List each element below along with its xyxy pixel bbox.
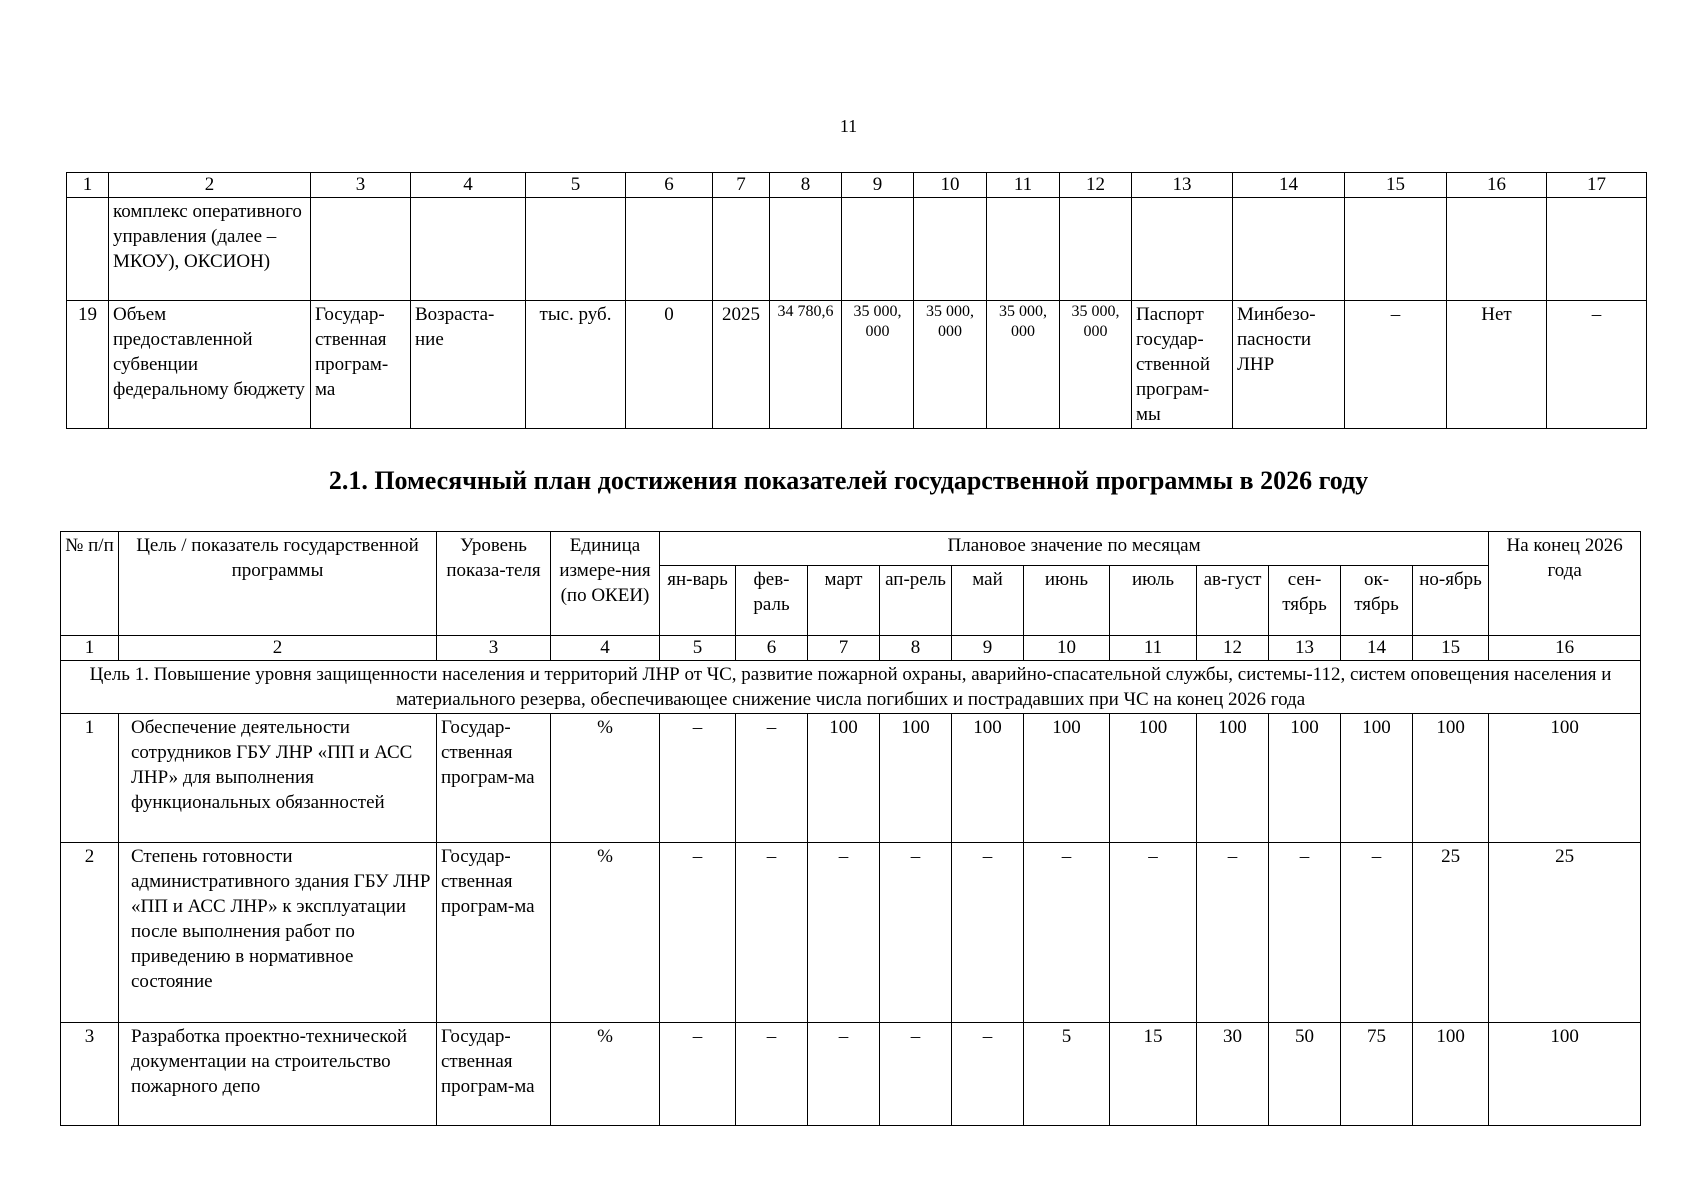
header-unit: Единица измере-ния (по ОКЕИ) — [551, 532, 660, 636]
indicator-name: комплекс оперативного управления (далее – МКОУ), ОКСИОН) — [109, 198, 311, 301]
month-value: 100 — [1341, 714, 1413, 843]
col-number: 14 — [1233, 173, 1345, 198]
cell-16: Нет — [1447, 301, 1547, 429]
header-level: Уровень показа-теля — [437, 532, 551, 636]
month-value: – — [660, 714, 736, 843]
header-goal: Цель / показатель государственной программы — [119, 532, 437, 636]
end-value: 100 — [1489, 1023, 1641, 1126]
row-number: 2 — [61, 843, 119, 1023]
month-header: май — [952, 566, 1024, 636]
table-row — [67, 198, 1647, 301]
month-value: – — [880, 843, 952, 1023]
col-number: 3 — [437, 636, 551, 661]
month-value: – — [1341, 843, 1413, 1023]
indicator-name: Обеспечение деятельности сотрудников ГБУ ЛНР «ПП и АСС ЛНР» для выполнения функциональных обязанностей — [119, 714, 437, 843]
section-title: 2.1. Помесячный план достижения показателей государственной программы в 2026 году — [328, 466, 1369, 495]
cell-17: – — [1547, 301, 1647, 429]
col-number: 9 — [952, 636, 1024, 661]
row-number: 3 — [61, 1023, 119, 1126]
value-cell: 35 000, 000 — [914, 301, 987, 429]
month-value: – — [1269, 843, 1341, 1023]
col-number: 17 — [1547, 173, 1647, 198]
header-row — [61, 532, 1641, 566]
col-number: 7 — [808, 636, 880, 661]
header-plan: Плановое значение по месяцам — [660, 532, 1489, 566]
month-value: 30 — [1197, 1023, 1269, 1126]
value-cell: 35 000, 000 — [1060, 301, 1132, 429]
month-header: но-ябрь — [1413, 566, 1489, 636]
col-number: 16 — [1489, 636, 1641, 661]
col-number: 12 — [1197, 636, 1269, 661]
month-value: – — [952, 843, 1024, 1023]
value-cell: 35 000, 000 — [987, 301, 1060, 429]
indicator-trend: Возраста-ние — [411, 301, 526, 429]
base-value: 0 — [626, 301, 713, 429]
indicator-unit: % — [551, 714, 660, 843]
indicator-level: Государ-ственная програм-ма — [311, 301, 411, 429]
indicator-unit: % — [551, 843, 660, 1023]
month-value: 100 — [1110, 714, 1197, 843]
col-number: 11 — [987, 173, 1060, 198]
end-value: 100 — [1489, 714, 1641, 843]
col-number: 15 — [1413, 636, 1489, 661]
col-number: 12 — [1060, 173, 1132, 198]
header-num: № п/п — [61, 532, 119, 636]
col-number: 4 — [411, 173, 526, 198]
col-number: 14 — [1341, 636, 1413, 661]
month-value: – — [736, 714, 808, 843]
month-value: 100 — [1197, 714, 1269, 843]
table-row — [61, 1023, 1641, 1126]
header-end: На конец 2026 года — [1489, 532, 1641, 636]
col-number: 1 — [67, 173, 109, 198]
month-value: 15 — [1110, 1023, 1197, 1126]
month-header: июль — [1110, 566, 1197, 636]
col-number: 7 — [713, 173, 770, 198]
month-header: сен-тябрь — [1269, 566, 1341, 636]
indicator-level: Государ-ственная програм-ма — [437, 843, 551, 1023]
column-number-row — [67, 173, 1647, 198]
month-value: 100 — [880, 714, 952, 843]
col-number: 13 — [1132, 173, 1233, 198]
month-value: – — [1197, 843, 1269, 1023]
month-value: – — [880, 1023, 952, 1126]
indicator-level: Государ-ственная програм-ма — [437, 714, 551, 843]
value-cell: 35 000, 000 — [842, 301, 914, 429]
indicator-name: Разработка проектно-технической документации на строительство пожарного депо — [119, 1023, 437, 1126]
month-value: 50 — [1269, 1023, 1341, 1126]
indicator-unit: % — [551, 1023, 660, 1126]
goal-row — [61, 661, 1641, 714]
month-value: 100 — [808, 714, 880, 843]
col-number: 3 — [311, 173, 411, 198]
month-value: 100 — [952, 714, 1024, 843]
month-value: 25 — [1413, 843, 1489, 1023]
month-value: 100 — [1024, 714, 1110, 843]
month-value: – — [660, 1023, 736, 1126]
month-header: июнь — [1024, 566, 1110, 636]
table-row — [61, 714, 1641, 843]
base-year: 2025 — [713, 301, 770, 429]
month-header: март — [808, 566, 880, 636]
col-number: 2 — [109, 173, 311, 198]
month-value: – — [660, 843, 736, 1023]
month-value: 100 — [1269, 714, 1341, 843]
monthly-plan-table — [60, 531, 1641, 1126]
month-value: – — [1024, 843, 1110, 1023]
end-value: 25 — [1489, 843, 1641, 1023]
indicators-table-continuation — [66, 172, 1647, 429]
indicator-name: Степень готовности административного здания ГБУ ЛНР «ПП и АСС ЛНР» к эксплуатации после выполнения работ по приведению в нормативное состояние — [119, 843, 437, 1023]
month-value: – — [952, 1023, 1024, 1126]
col-number: 5 — [526, 173, 626, 198]
col-number: 13 — [1269, 636, 1341, 661]
col-number: 6 — [626, 173, 713, 198]
col-number: 8 — [770, 173, 842, 198]
document-cell: Паспорт государ-ственной програм-мы — [1132, 301, 1233, 429]
table-row — [61, 843, 1641, 1023]
col-number: 5 — [660, 636, 736, 661]
month-header: ап-рель — [880, 566, 952, 636]
col-number: 2 — [119, 636, 437, 661]
column-number-row — [61, 636, 1641, 661]
row-number: 1 — [61, 714, 119, 843]
month-header: ок-тябрь — [1341, 566, 1413, 636]
month-value: – — [736, 843, 808, 1023]
indicator-unit: тыс. руб. — [526, 301, 626, 429]
month-value: – — [808, 843, 880, 1023]
month-header: фев-раль — [736, 566, 808, 636]
col-number: 6 — [736, 636, 808, 661]
col-number: 15 — [1345, 173, 1447, 198]
month-value: – — [1110, 843, 1197, 1023]
col-number: 10 — [1024, 636, 1110, 661]
goal-text: Цель 1. Повышение уровня защищенности населения и территорий ЛНР от ЧС, развитие пожарной охраны, аварийно-спасательной службы, системы-112, систем оповещения населения и материального резерва, обеспечивающее снижение числа погибших и пострадавших при ЧС на конец 2026 года — [61, 661, 1641, 714]
month-value: 75 — [1341, 1023, 1413, 1126]
indicator-name: Объем предоставленной субвенции федеральному бюджету — [109, 301, 311, 429]
cell-15: – — [1345, 301, 1447, 429]
col-number: 16 — [1447, 173, 1547, 198]
col-number: 4 — [551, 636, 660, 661]
value-cell: 34 780,6 — [770, 301, 842, 429]
indicator-level: Государ-ственная програм-ма — [437, 1023, 551, 1126]
month-value: 5 — [1024, 1023, 1110, 1126]
col-number: 11 — [1110, 636, 1197, 661]
col-number: 8 — [880, 636, 952, 661]
row-number: 19 — [67, 301, 109, 429]
month-value: – — [736, 1023, 808, 1126]
month-header: ав-густ — [1197, 566, 1269, 636]
month-header: ян-варь — [660, 566, 736, 636]
page-number: 11 — [839, 116, 858, 136]
month-value: – — [808, 1023, 880, 1126]
col-number: 10 — [914, 173, 987, 198]
month-value: 100 — [1413, 714, 1489, 843]
col-number: 9 — [842, 173, 914, 198]
responsible-cell: Минбезо-пасности ЛНР — [1233, 301, 1345, 429]
col-number: 1 — [61, 636, 119, 661]
month-value: 100 — [1413, 1023, 1489, 1126]
table-row — [67, 301, 1647, 429]
